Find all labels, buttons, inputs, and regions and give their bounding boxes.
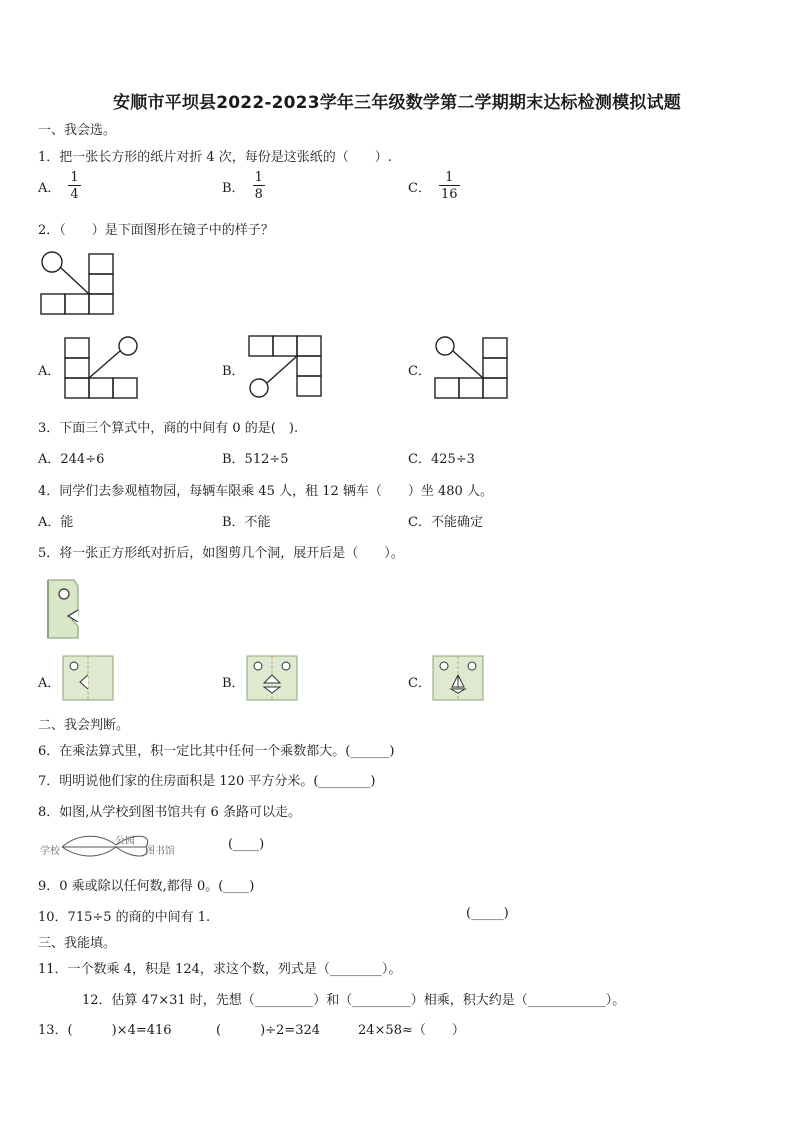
q5-option-a-figure[interactable] xyxy=(62,655,114,701)
question-8: 8．如图,从学校到图书馆共有 6 条路可以走。 xyxy=(38,805,301,820)
q3-option-a[interactable]: A．244÷6 xyxy=(38,452,105,467)
q1-option-c[interactable] xyxy=(408,171,460,201)
question-10: 10．715÷5 的商的中间有 1. xyxy=(38,910,211,925)
question-11: 11．一个数乘 4，积是 124，求这个数，列式是（________）。 xyxy=(38,962,402,977)
section-heading-choice: 一、我会选。 xyxy=(38,123,117,138)
q8-library-label: 图书馆 xyxy=(145,846,175,857)
q3-option-b[interactable]: B．512÷5 xyxy=(222,452,289,467)
q2-option-a-figure[interactable] xyxy=(62,334,144,400)
q5-option-b-label[interactable]: B． xyxy=(222,676,245,691)
question-12: 12．估算 47×31 时，先想（_________）和（_________）相乘，积大约是（____________）。 xyxy=(82,993,626,1008)
q5-folded-paper-figure xyxy=(44,576,84,642)
q1-option-a[interactable] xyxy=(38,171,81,201)
question-13-part-b: ( )÷2=324 xyxy=(216,1023,321,1038)
question-13-part-c: 24×58≈（ ） xyxy=(358,1023,465,1038)
section-heading-fill: 三、我能填。 xyxy=(38,936,117,951)
fraction: $\frac{1}{4}$ xyxy=(70,170,79,202)
question-9: 9．0 乘或除以任何数,都得 0。(____) xyxy=(38,879,255,894)
fraction: $\frac{1}{16}$ xyxy=(440,170,458,202)
q1-option-b[interactable] xyxy=(222,171,265,201)
q10-answer-blank[interactable]: (_____) xyxy=(466,906,509,921)
q5-option-b-figure[interactable] xyxy=(246,655,298,701)
option-label: B． xyxy=(222,180,245,196)
q8-park-label: 公园 xyxy=(115,836,135,847)
q5-option-c-label[interactable]: C． xyxy=(408,676,431,691)
q4-option-c[interactable]: C．不能确定 xyxy=(408,515,483,530)
page-title: 安顺市平坝县2022-2023学年三年级数学第二学期期末达标检测模拟试题 xyxy=(113,93,681,113)
question-2: 2．（ ）是下面图形在镜子中的样子？ xyxy=(38,223,274,238)
question-4: 4．同学们去参观植物园，每辆车限乘 45 人，租 12 辆车（ ）坐 480 人。 xyxy=(38,484,493,499)
q2-option-c-figure[interactable] xyxy=(432,334,514,400)
q4-option-b[interactable]: B．不能 xyxy=(222,515,271,530)
question-6: 6．在乘法算式里，积一定比其中任何一个乘数都大。(______) xyxy=(38,744,395,759)
question-1: 1．把一张长方形的纸片对折 4 次，每份是这张纸的（ ）. xyxy=(38,150,392,165)
fraction: $\frac{1}{8}$ xyxy=(254,170,263,202)
option-label: C． xyxy=(408,180,431,196)
question-3: 3．下面三个算式中，商的中间有 0 的是( ). xyxy=(38,421,299,436)
q8-answer-blank[interactable]: (____) xyxy=(228,837,265,852)
q8-school-label: 学校 xyxy=(40,846,60,857)
q4-option-a[interactable]: A．能 xyxy=(38,515,74,530)
q5-option-a-label[interactable]: A． xyxy=(38,676,61,691)
q2-option-a-label[interactable]: A． xyxy=(38,364,61,379)
question-13-part-a: 13．( )×4=416 xyxy=(38,1023,172,1038)
q2-option-c-label[interactable]: C． xyxy=(408,364,431,379)
q3-option-c[interactable]: C．425÷3 xyxy=(408,452,475,467)
q2-original-figure xyxy=(38,250,118,316)
section-heading-judge: 二、我会判断。 xyxy=(38,718,130,733)
question-7: 7．明明说他们家的住房面积是 120 平方分米。(________) xyxy=(38,774,376,789)
q2-option-b-figure[interactable] xyxy=(246,334,328,400)
q2-option-b-label[interactable]: B． xyxy=(222,364,245,379)
q5-option-c-figure[interactable] xyxy=(432,655,484,701)
question-5: 5．将一张正方形纸对折后，如图剪几个洞，展开后是（ ）。 xyxy=(38,546,404,561)
option-label: A． xyxy=(38,180,61,196)
